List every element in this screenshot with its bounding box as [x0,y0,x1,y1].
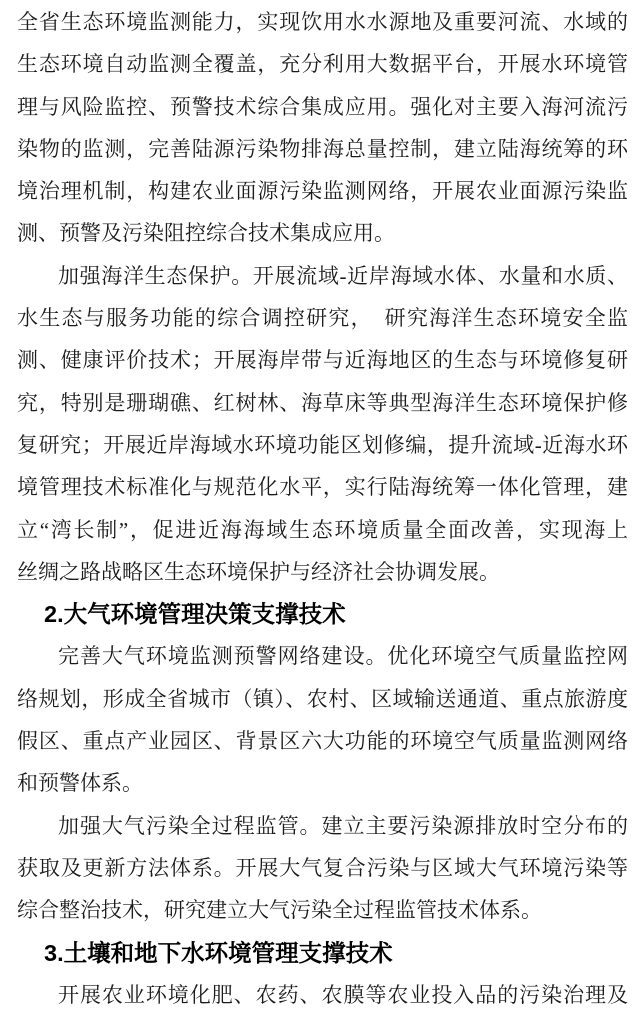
text-line: 境管理技术标准化与规范化水平，实行陆海统筹一体化管理，建 [17,475,628,500]
text-line: 假区、重点产业园区、背景区六大功能的环境空气质量监测网络 [17,729,628,754]
heading-line: 2.大气环境管理决策支撑技术 [44,601,346,628]
text-line: 究，特别是珊瑚礁、红树林、海草床等典型海洋生态环境保护修 [17,390,628,415]
text-line: 水生态与服务功能的综合调控研究， 研究海洋生态环境安全监 [17,306,628,331]
text-line: 复研究；开展近岸海域水环境功能区划修编，提升流域-近海水环 [17,432,628,457]
text-line: 加强海洋生态保护。开展流域-近岸海域水体、水量和水质、 [58,263,628,288]
text-line: 完善大气环境监测预警网络建设。优化环境空气质量监控网 [58,644,628,669]
text-line: 测、预警及污染阻控综合技术集成应用。 [17,221,395,246]
text-line: 综合整治技术，研究建立大气污染全过程监管技术体系。 [17,898,542,923]
text-line: 获取及更新方法体系。开展大气复合污染与区域大气环境污染等 [17,855,628,880]
text-line: 加强大气污染全过程监管。建立主要污染源排放时空分布的 [58,813,628,838]
text-line: 染物的监测，完善陆源污染物排海总量控制，建立陆海统筹的环 [17,136,628,161]
text-line: 和预警体系。 [17,771,143,796]
text-line: 络规划，形成全省城市（镇）、农村、区域输送通道、重点旅游度 [17,686,628,711]
text-line: 丝绸之路战略区生态环境保护与经济社会协调发展。 [17,559,500,584]
text-line: 测、健康评价技术；开展海岸带与近海地区的生态与环境修复研 [17,348,628,373]
text-line: 全省生态环境监测能力，实现饮用水水源地及重要河流、水域的 [17,10,628,34]
heading-line: 3.土壤和地下水环境管理支撑技术 [44,939,393,966]
text-line: 开展农业环境化肥、农药、农膜等农业投入品的污染治理及 [58,982,628,1007]
text-line: 立“湾长制”，促进近海海域生态环境质量全面改善，实现海上 [17,517,628,542]
text-line: 生态环境自动监测全覆盖，充分利用大数据平台，开展水环境管 [17,52,628,77]
text-line: 境治理机制，构建农业面源污染监测网络，开展农业面源污染监 [17,179,628,204]
text-line: 理与风险监控、预警技术综合集成应用。强化对主要入海河流污 [17,94,628,119]
